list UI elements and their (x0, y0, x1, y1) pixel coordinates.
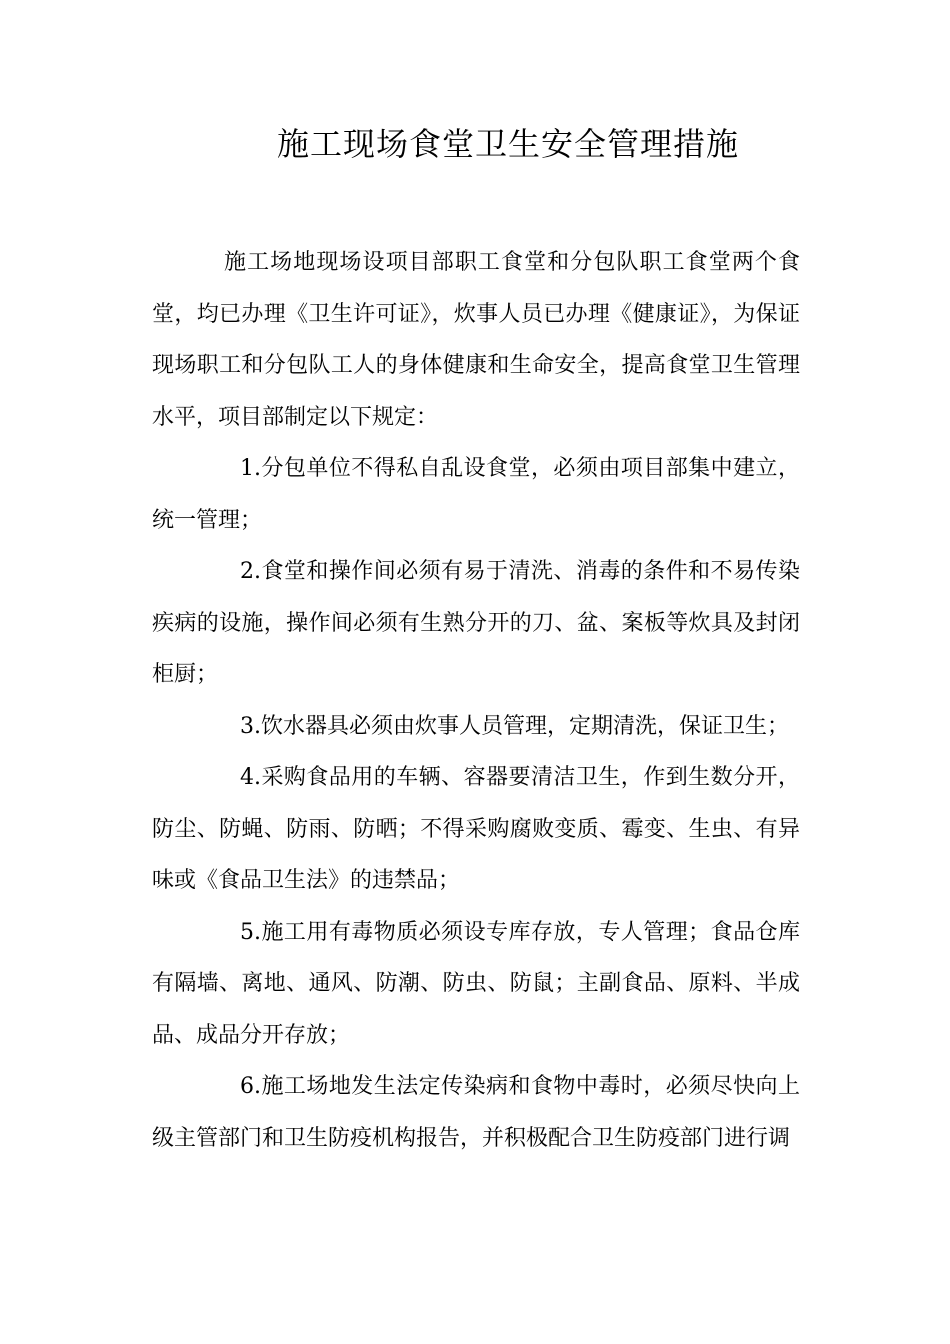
rule-item-4: 4.采购食品用的车辆、容器要清洁卫生，作到生数分开，防尘、防蝇、防雨、防晒；不得采购腐败变质、霉变、生虫、有异味或《食品卫生法》的违禁品； (152, 765, 800, 893)
rule-item-3: 3.饮水器具必须由炊事人员管理，定期清洗，保证卫生； (240, 713, 789, 739)
rule-item-2: 2.食堂和操作间必须有易于清洗、消毒的条件和不易传染疾病的设施，操作间必须有生熟分开的刀、盆、案板等炊具及封闭柜厨； (152, 559, 800, 687)
rule-item-6: 6.施工场地发生法定传染病和食物中毒时，必须尽快向上级主管部门和卫生防疫机构报告，并积极配合卫生防疫部门进行调 (152, 1074, 800, 1151)
intro-paragraph: 施工场地现场设项目部职工食堂和分包队职工食堂两个食堂，均已办理《卫生许可证》，炊事人员已办理《健康证》，为保证现场职工和分包队工人的身体健康和生命安全，提高食堂卫生管理水平，项目部制定以下规定： (152, 250, 800, 430)
rule-item-1: 1.分包单位不得私自乱设食堂，必须由项目部集中建立，统一管理； (152, 456, 800, 533)
rule-item-5: 5.施工用有毒物质必须设专库存放，专人管理；食品仓库有隔墙、离地、通风、防潮、防虫、防鼠；主副食品、原料、半成品、成品分开存放； (152, 919, 800, 1048)
document-body (152, 237, 800, 1164)
document-title: 施工现场食堂卫生安全管理措施 (276, 125, 739, 163)
